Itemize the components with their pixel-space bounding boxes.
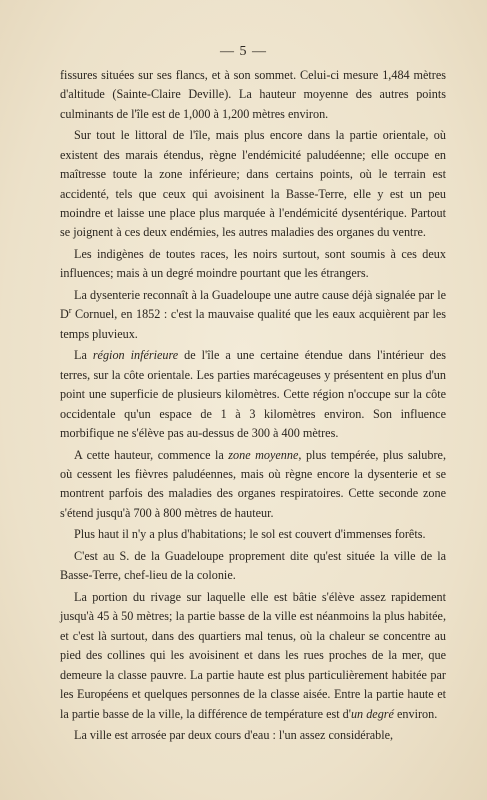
text-run: fissures situées sur ses flancs, et à son sommet. Celui-ci mesure 1,484 mètres d'altitude (Sainte-Claire Deville). La hauteur moyenne des autres points culminants de l'île est de 1,000 à 1,200 mètres environ. (60, 68, 446, 121)
body-text (60, 66, 446, 748)
paragraph (60, 346, 446, 443)
text-run: A cette hauteur, commence la (74, 447, 229, 462)
italic-text: zone moyenne, (228, 447, 302, 462)
text-run: plus tempérée, plus salubre, où cessent les fièvres paludéennes, mais où règne encore la dysenterie et se montrent parfois des maladies des organes respiratoires. Cette seconde zone s'étend jusqu'à 700 à 800 mètres de hauteur. (60, 447, 447, 520)
paragraph (60, 286, 446, 344)
text-run: C'est au S. de la Guadeloupe proprement dite qu'est située la ville de la Basse-Terre, chef-lieu de la colonie. (60, 549, 446, 583)
paragraph (60, 726, 446, 745)
paragraph (60, 547, 446, 586)
text-run: de l'île a une certaine étendue dans l'intérieur des terres, sur la côte orientale. Les parties marécageuses y présentent en plus d'un point une superficie de plusieurs kilomètres. Cette région n'occupe sur la côte occidentale qu'un espace de 1 à 3 kilomètres environ. Son influence morbifique ne s'élève pas au-dessus de 300 à 400 mètres. (60, 348, 446, 441)
text-run: environ. (393, 706, 438, 721)
text-run: Les indigènes de toutes races, les noirs surtout, sont soumis à ces deux influences; mais à un degré moindre pourtant que les étrangers. (60, 247, 446, 281)
paragraph (60, 126, 446, 242)
page-number: — 5 — (220, 44, 267, 59)
paragraph (60, 588, 446, 724)
text-run: La (74, 348, 93, 363)
paragraph (60, 245, 446, 284)
text-run: La dysenterie reconnaît à la Guadeloupe une autre cause déjà signalée par le D (60, 288, 446, 322)
paragraph (60, 446, 446, 524)
paragraph (60, 66, 446, 124)
text-run: Cornuel, en 1852 : c'est la mauvaise qualité que les eaux acquièrent par les temps pluvieux. (60, 307, 446, 341)
text-run: La ville est arrosée par deux cours d'eau : l'un assez considérable, (74, 728, 394, 743)
text-run: Plus haut il n'y a plus d'habitations; le sol est couvert d'immenses forêts. (74, 527, 426, 542)
text-run: La portion du rivage sur laquelle elle est bâtie s'élève assez rapidement jusqu'à 45 à 50 mètres; la partie basse de la ville est néanmoins la plus habitée, et c'est là surtout, dans des quartiers mal tenus, où la chaleur se concentre au pied des collines qui les avoisinent et dans les rues proches de la mer, que demeure la classe pauvre. La partie haute est plus particulièrement habitée par les Européens et quelques personnes de la classe aisée. Entre la partie haute et la partie basse de la ville, la différence de température est d' (60, 590, 446, 721)
italic-text: région inférieure (92, 348, 179, 363)
paragraph (60, 525, 446, 544)
italic-text: un degré (350, 706, 394, 721)
text-run: Sur tout le littoral de l'île, mais plus encore dans la partie orientale, où existent des marais étendus, règne l'endémicité paludéenne; elle occupe en maîtresse toute la zone inférieure; dans certains points, où le terrain est accidenté, tels que ceux qui avoisinent la Basse-Terre, elle y est un peu moindre et laisse une place plus marquée à l'endémicité dysentérique. Partout se joignent à ces deux endémies, les autres maladies des organes du ventre. (60, 128, 446, 240)
superscript: r (68, 306, 72, 316)
